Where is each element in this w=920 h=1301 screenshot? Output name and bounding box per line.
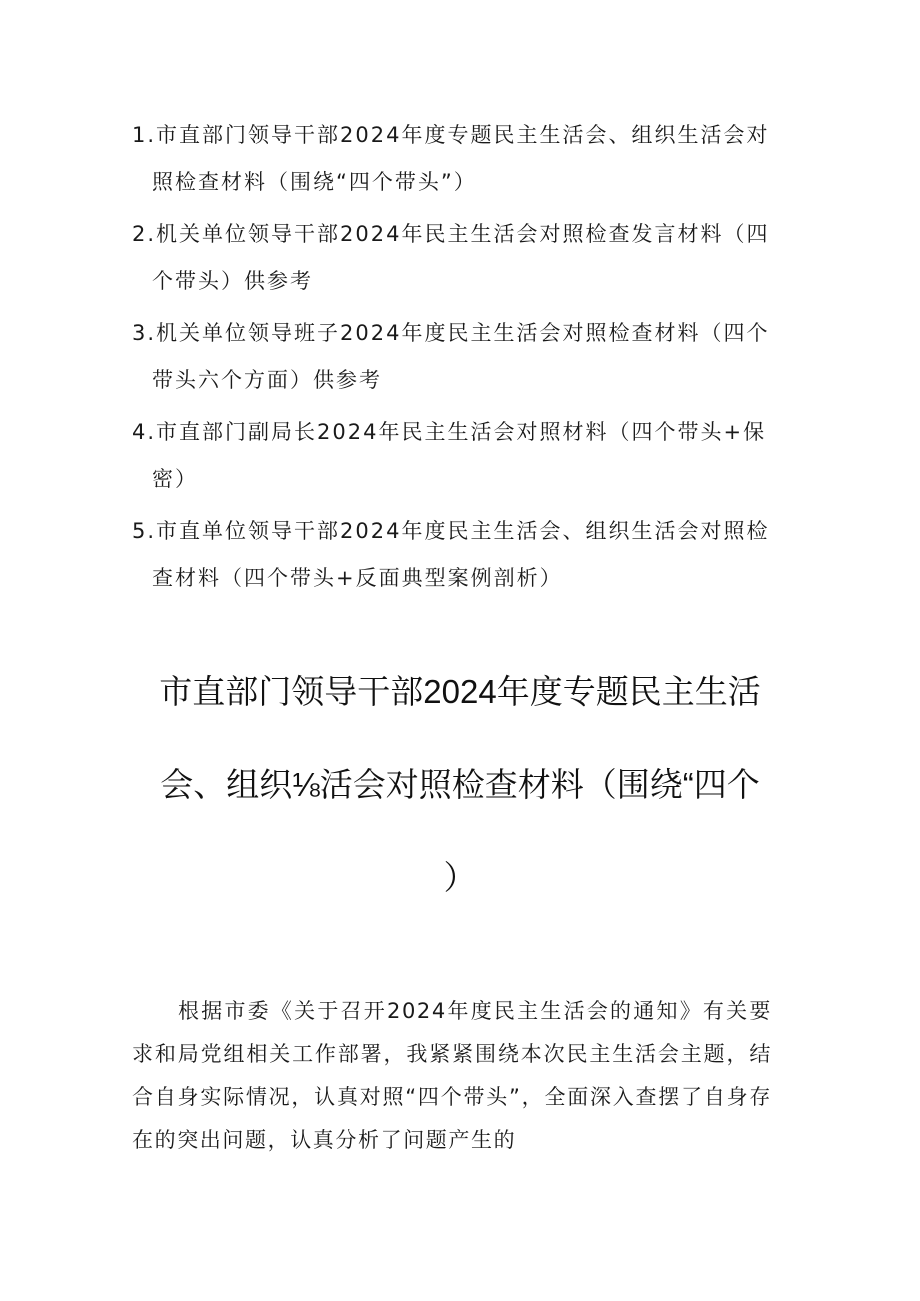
title-line-3: ） bbox=[443, 859, 477, 896]
toc-item-4[interactable] bbox=[132, 409, 782, 503]
toc-item-3[interactable] bbox=[132, 310, 782, 404]
toc-text: .市直部门领导干部2024年度专题民主生活会、组织生活会对照检查材料（围绕“四个带头”） bbox=[147, 123, 770, 194]
toc-item-1[interactable] bbox=[132, 112, 782, 206]
toc-text: .机关单位领导班子2024年度民主生活会对照检查材料（四个带头六个方面）供参考 bbox=[147, 321, 770, 392]
toc-text: .市直部门副局长2024年民主生活会对照材料（四个带头+保密） bbox=[147, 420, 767, 491]
table-of-contents bbox=[132, 112, 782, 607]
toc-text: .市直单位领导干部2024年度民主生活会、组织生活会对照检查材料（四个带头+反面典型案例剖析） bbox=[147, 519, 770, 590]
document-title bbox=[150, 668, 770, 901]
body-paragraph: 根据市委《关于召开2024年度民主生活会的通知》有关要求和局党组相关工作部署，我紧紧围绕本次民主生活会主题，结合自身实际情况，认真对照“四个带头”，全面深入查摆了自身存在的突出问题，认真分析了问题产生的 bbox=[132, 999, 772, 1152]
toc-number: 1 bbox=[132, 123, 146, 147]
toc-item-5[interactable] bbox=[132, 508, 782, 602]
title-line-2: 会、组织⅛活会对照检查材料（围绕“四个 bbox=[160, 766, 760, 803]
toc-number: 2 bbox=[132, 222, 146, 246]
title-line-1: 市直部门领导干部2024年度专题民主生活 bbox=[159, 673, 761, 710]
toc-number: 5 bbox=[132, 519, 146, 543]
toc-number: 4 bbox=[132, 420, 146, 444]
toc-number: 3 bbox=[132, 321, 146, 345]
toc-item-2[interactable] bbox=[132, 211, 782, 305]
toc-text: .机关单位领导干部2024年民主生活会对照检查发言材料（四个带头）供参考 bbox=[147, 222, 770, 293]
